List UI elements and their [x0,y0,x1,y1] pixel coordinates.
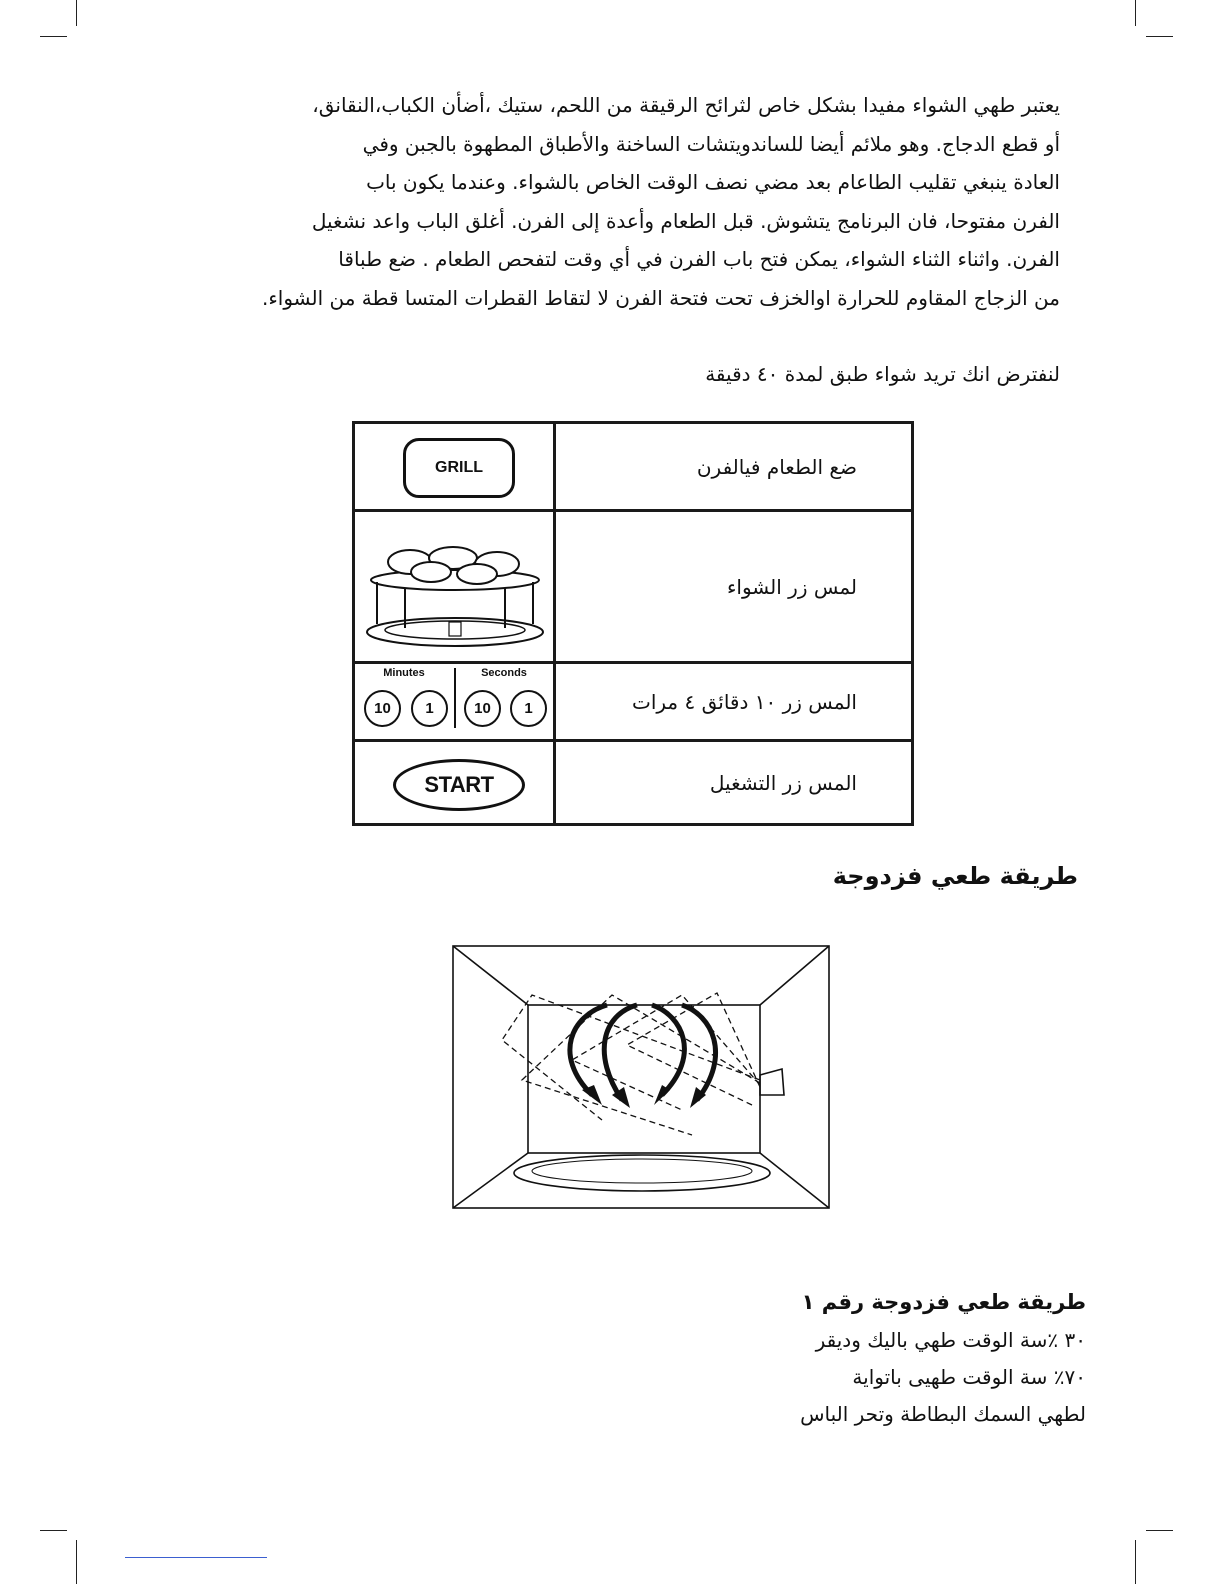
paragraph-line: يعتبر طهي الشواء مفيدا بشكل خاص لثرائح الرقيقة من اللحم، ستيك ،أضأن الكباب،النقانق، [312,93,1060,117]
grill-rack-icon [355,512,553,657]
table-row [354,423,913,511]
paragraph-line: العادة ينبغي تقليب الطاعام بعد مضي نصف الوقت الخاص بالشواء. وعندما يكون باب [366,170,1060,194]
combination-line: ٣٠ ٪سة الوقت طهي باليك وديقر [815,1328,1086,1352]
crop-mark [1135,1540,1136,1584]
combination-heading: طريقة طعي فزدوجة [832,862,1078,890]
seconds-label: Seconds [481,667,527,679]
ten-minutes-key: 10 [364,690,401,727]
oven-cavity-diagram [452,945,832,1210]
crop-mark [1146,1530,1173,1531]
ten-seconds-key: 10 [464,690,501,727]
keypad-divider [454,668,456,728]
table-row [354,741,913,825]
crop-mark [40,36,67,37]
step-text: ضع الطعام فيالفرن [555,423,913,511]
minutes-label: Minutes [383,667,425,679]
step-text: المس زر التشغيل [555,741,913,825]
step-icon-cell [354,741,555,825]
paragraph-line: أو قطع الدجاج. وهو ملائم أيضا للساندويتشات الساخنة والأطباق المطهوة بالجبن وفي [362,131,1060,156]
grill-steps-table [352,421,914,826]
combination-one-title: طريقة طعي فزدوجة رقم ١ [801,1290,1086,1314]
timer-keypad [355,664,553,742]
crop-mark [1135,0,1136,26]
one-second-key: 1 [510,690,547,727]
paragraph-line: الفرن مفتوحا، فان البرنامج يتشوش. قبل الطعام وأعدة إلى الفرن. أغلق الباب واعد نشغيل [311,208,1060,233]
crop-mark [76,1540,77,1584]
footer-rule [125,1557,267,1558]
crop-mark [76,0,77,26]
combination-one [740,1284,1086,1433]
paragraph-line: الفرن. واثناء الثناء الشواء، يمكن فتح باب الفرن في أي وقت لتفحص الطعام . ضع طباقا [338,247,1060,271]
one-minute-key: 1 [411,690,448,727]
step-icon-cell [354,423,555,511]
grill-description [180,86,1060,317]
table-row [354,511,913,663]
combination-line: ٧٠٪ سة الوقت طهيى باتواية [852,1365,1086,1389]
step-text: المس زر ١٠ دقائق ٤ مرات [555,663,913,741]
table-row [354,663,913,741]
crop-mark [40,1530,67,1531]
grill-button: GRILL [403,438,515,498]
step-icon-cell [354,663,555,741]
step-text: لمس زر الشواء [555,511,913,663]
start-button: START [393,759,525,811]
example-intro: لنفترض انك تريد شواء طبق لمدة ٤٠ دقيقة [705,362,1060,386]
step-icon-cell [354,511,555,663]
paragraph-line: من الزجاج المقاوم للحرارة اوالخزف تحت فتحة الفرن لا لتقاط القطرات المتسا قطة من الشواء. [262,285,1060,310]
combination-line: لطهي السمك البطاطة وتحر الباس [800,1402,1086,1426]
crop-mark [1146,36,1173,37]
